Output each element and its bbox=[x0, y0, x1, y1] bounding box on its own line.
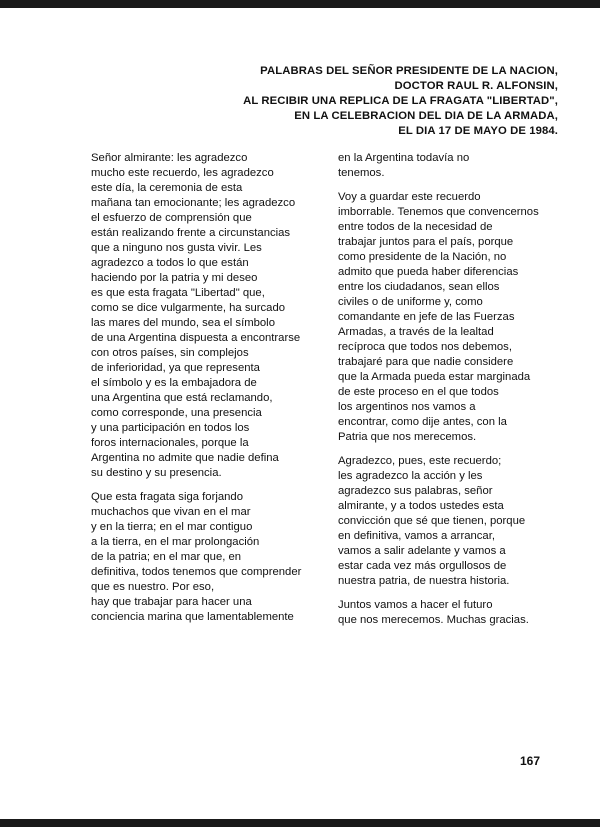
text-line: en definitiva, vamos a arrancar, bbox=[338, 530, 495, 542]
text-line: que nos merecemos. Muchas gracias. bbox=[338, 614, 529, 626]
text-line: de inferioridad, ya que representa bbox=[91, 362, 260, 374]
text-line: el símbolo y es la embajadora de bbox=[91, 377, 257, 389]
text-line: Voy a guardar este recuerdo bbox=[338, 191, 481, 203]
text-line: convicción que sé que tienen, porque bbox=[338, 515, 526, 527]
text-line: recíproca que todos nos debemos, bbox=[338, 341, 512, 353]
heading-line: EN LA CELEBRACION DEL DIA DE LA ARMADA, bbox=[294, 110, 558, 122]
text-line: están realizando frente a circunstancias bbox=[91, 227, 291, 239]
text-line: les agradezco la acción y les bbox=[338, 470, 483, 482]
text-line: Argentina no admite que nadie defina bbox=[91, 452, 279, 464]
text-line: muchachos que vivan en el mar bbox=[91, 506, 251, 518]
text-line: que la Armada pueda estar marginada bbox=[338, 371, 531, 383]
text-line: y en la tierra; en el mar contiguo bbox=[91, 521, 253, 533]
text-line: las mares del mundo, sea el símbolo bbox=[91, 317, 275, 329]
text-line: Agradezco, pues, este recuerdo; bbox=[338, 455, 502, 467]
text-line: Señor almirante: les agradezco bbox=[91, 152, 248, 164]
text-line: como se dice vulgarmente, ha surcado bbox=[91, 302, 286, 314]
paragraph bbox=[91, 151, 341, 481]
text-line: el esfuerzo de comprensión que bbox=[91, 212, 252, 224]
text-line: a la tierra, en el mar prolongación bbox=[91, 536, 260, 548]
heading-line: EL DIA 17 DE MAYO DE 1984. bbox=[398, 125, 558, 137]
text-line: de una Argentina dispuesta a encontrarse bbox=[91, 332, 301, 344]
text-line: trabajaré para que nadie considere bbox=[338, 356, 514, 368]
text-line: estar cada vez más orgullosos de bbox=[338, 560, 507, 572]
text-line: comandante en jefe de las Fuerzas bbox=[338, 311, 515, 323]
bottom-border-rule bbox=[0, 819, 600, 827]
text-line: civiles o de uniforme y, como bbox=[338, 296, 483, 308]
text-line: en la Argentina todavía no bbox=[338, 152, 470, 164]
page-number: 167 bbox=[520, 754, 541, 768]
speech-heading bbox=[118, 64, 558, 139]
text-line: conciencia marina que lamentablemente bbox=[91, 611, 294, 623]
top-border-rule bbox=[0, 0, 600, 8]
text-line: Patria que nos merecemos. bbox=[338, 431, 477, 443]
text-line: hay que trabajar para hacer una bbox=[91, 596, 252, 608]
text-line: Juntos vamos a hacer el futuro bbox=[338, 599, 493, 611]
text-line: de la patria; en el mar que, en bbox=[91, 551, 242, 563]
paragraph bbox=[91, 490, 341, 625]
heading-line: AL RECIBIR UNA REPLICA DE LA FRAGATA "LIBERTAD", bbox=[243, 95, 558, 107]
text-line: y una participación en todos los bbox=[91, 422, 250, 434]
text-line: imborrable. Tenemos que convencernos bbox=[338, 206, 539, 218]
text-line: Que esta fragata siga forjando bbox=[91, 491, 243, 503]
text-line: con otros países, sin complejos bbox=[91, 347, 249, 359]
text-line: mucho este recuerdo, les agradezco bbox=[91, 167, 274, 179]
text-line: es que esta fragata "Libertad" que, bbox=[91, 287, 265, 299]
text-line: agradezco sus palabras, señor bbox=[338, 485, 493, 497]
text-line: nuestra patria, de nuestra historia. bbox=[338, 575, 510, 587]
text-line: almirante, y a todos ustedes esta bbox=[338, 500, 504, 512]
right-text-column bbox=[338, 151, 574, 637]
text-line: los argentinos nos vamos a bbox=[338, 401, 476, 413]
text-line: que a ninguno nos gusta vivir. Les bbox=[91, 242, 262, 254]
text-line: de este proceso en el que todos bbox=[338, 386, 499, 398]
text-line: agradezco a todos lo que están bbox=[91, 257, 249, 269]
paragraph bbox=[338, 151, 574, 181]
heading-line: DOCTOR RAUL R. ALFONSIN, bbox=[394, 80, 558, 92]
text-line: este día, la ceremonia de esta bbox=[91, 182, 243, 194]
text-line: mañana tan emocionante; les agradezco bbox=[91, 197, 296, 209]
text-line: entre los ciudadanos, sean ellos bbox=[338, 281, 500, 293]
paragraph bbox=[338, 190, 574, 445]
text-line: tenemos. bbox=[338, 167, 385, 179]
paragraph bbox=[338, 598, 574, 628]
text-line: admito que pueda haber diferencias bbox=[338, 266, 519, 278]
left-text-column bbox=[91, 151, 341, 634]
text-line: definitiva, todos tenemos que comprender bbox=[91, 566, 302, 578]
text-line: como corresponde, una presencia bbox=[91, 407, 262, 419]
text-line: encontrar, como dije antes, con la bbox=[338, 416, 507, 428]
text-line: vamos a salir adelante y vamos a bbox=[338, 545, 506, 557]
text-line: trabajar juntos para el país, porque bbox=[338, 236, 514, 248]
heading-line: PALABRAS DEL SEÑOR PRESIDENTE DE LA NACION, bbox=[260, 65, 558, 77]
paragraph bbox=[338, 454, 574, 589]
text-line: que es nuestro. Por eso, bbox=[91, 581, 215, 593]
text-line: foros internacionales, porque la bbox=[91, 437, 249, 449]
text-line: haciendo por la patria y mi deseo bbox=[91, 272, 258, 284]
text-line: como presidente de la Nación, no bbox=[338, 251, 507, 263]
text-line: Armadas, a través de la lealtad bbox=[338, 326, 494, 338]
text-line: su destino y su presencia. bbox=[91, 467, 222, 479]
text-line: entre todos de la necesidad de bbox=[338, 221, 493, 233]
text-line: una Argentina que está reclamando, bbox=[91, 392, 273, 404]
